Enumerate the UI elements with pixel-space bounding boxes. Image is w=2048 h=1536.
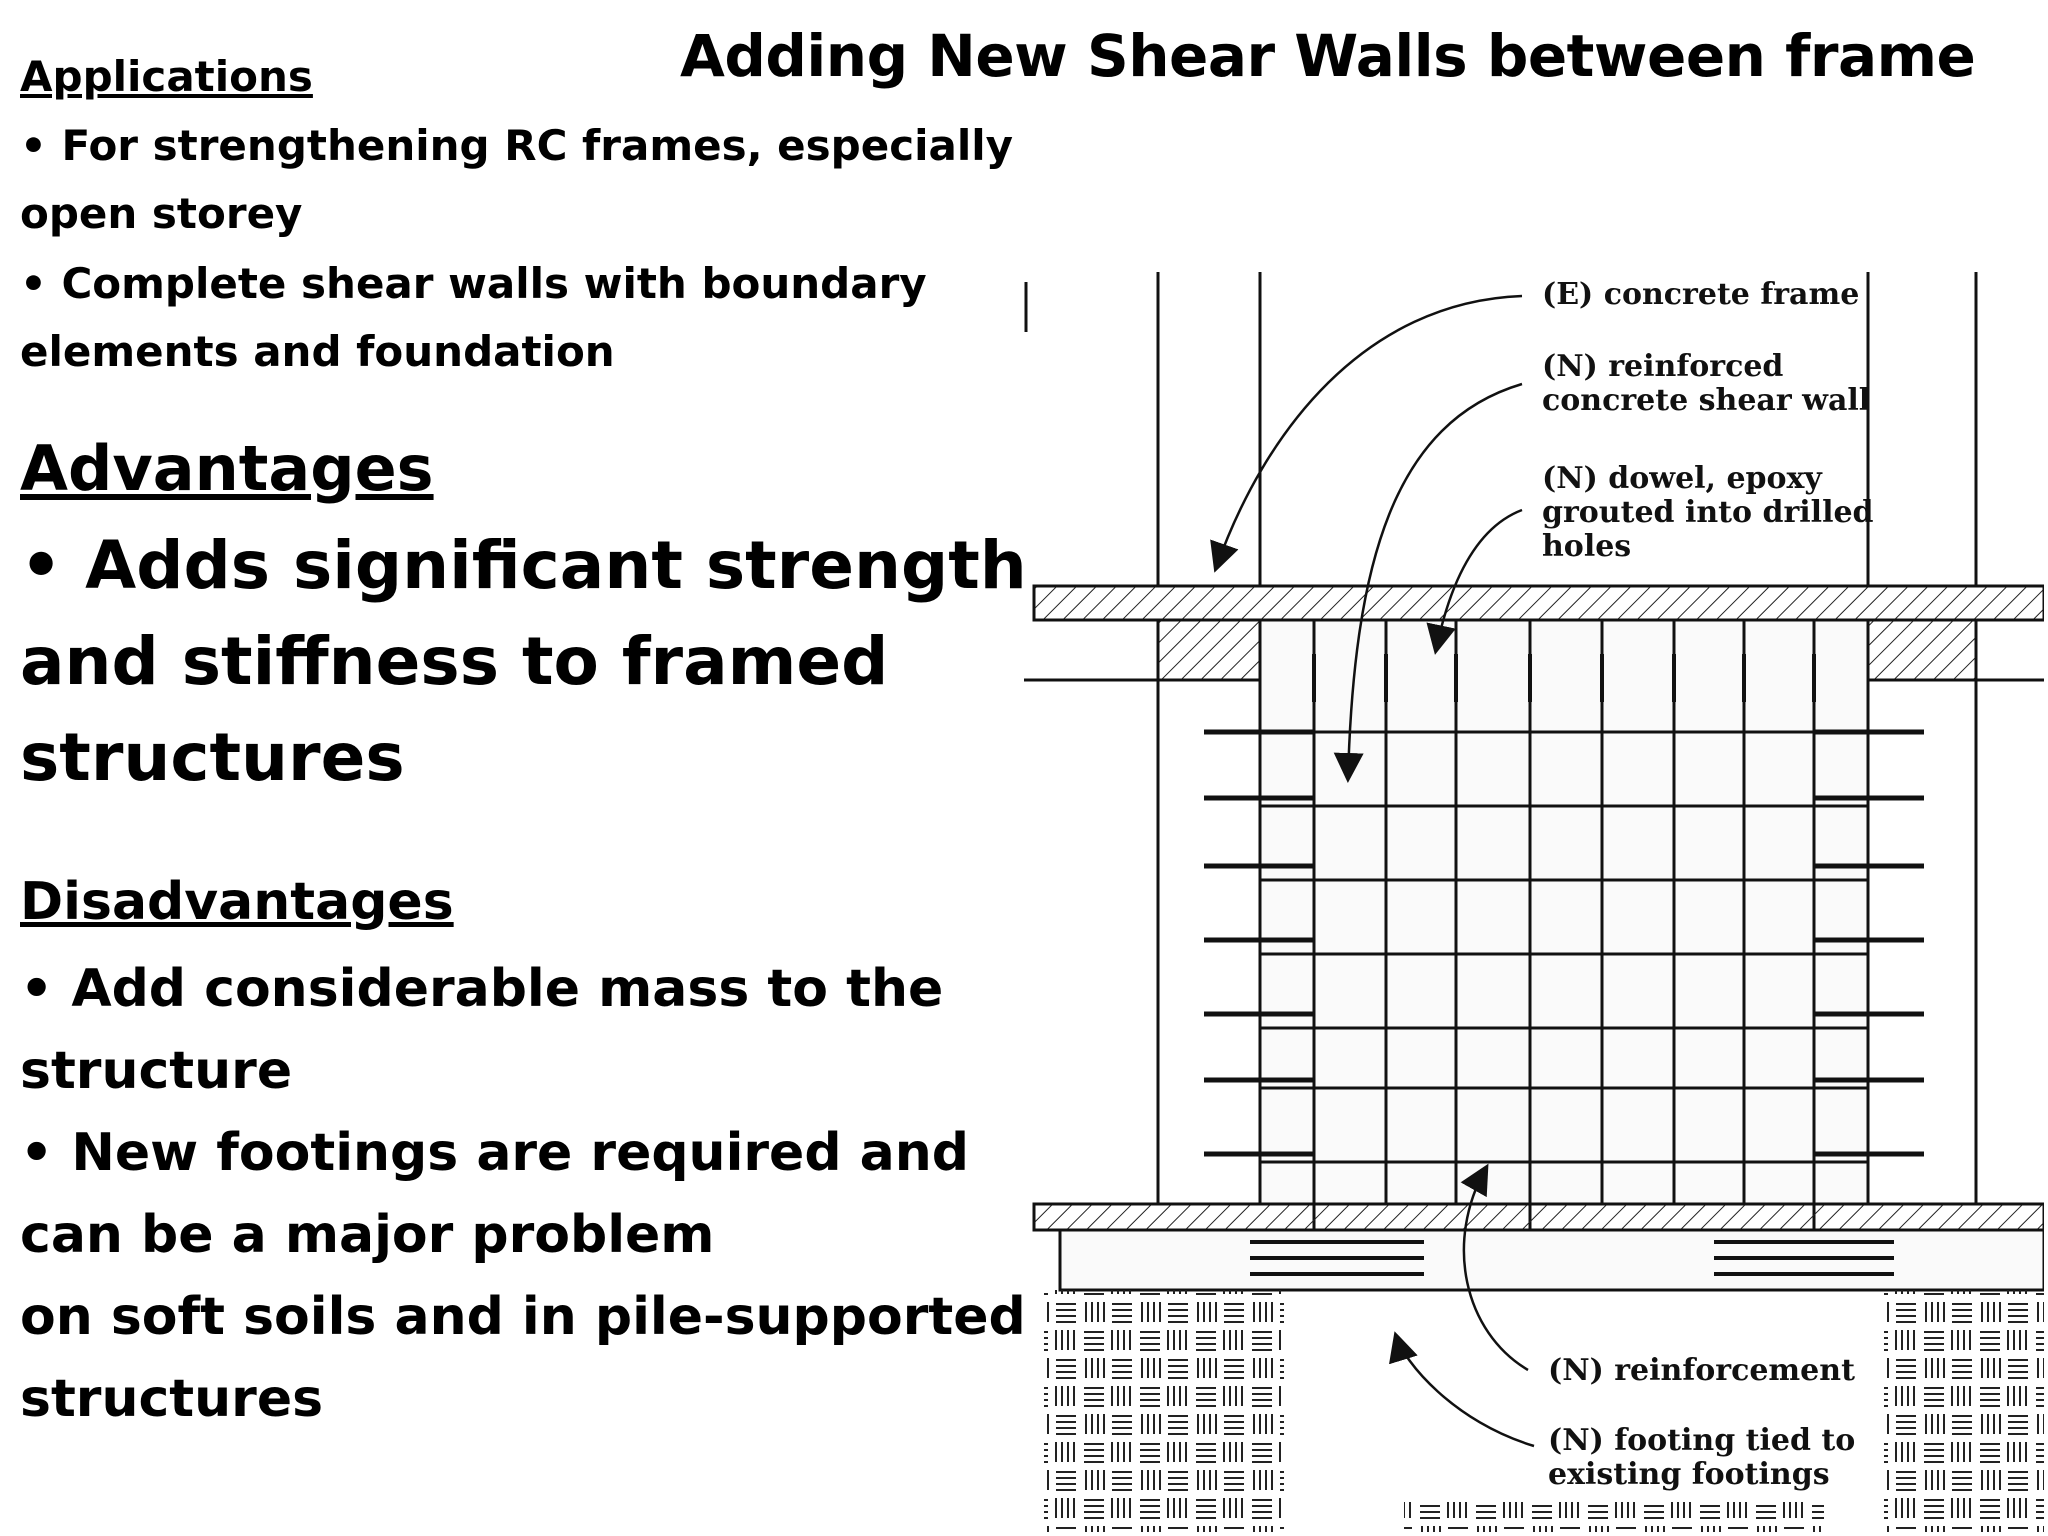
bottom-beam <box>1034 1204 2044 1230</box>
applications-heading: Applications <box>20 52 313 101</box>
new-footing <box>1060 1230 2044 1290</box>
advantages-list <box>20 518 1027 806</box>
label-reinforcement: (N) reinforcement <box>1548 1353 1855 1388</box>
advantages-line-1: • Adds significant strength <box>20 527 1027 604</box>
label-shear-wall-line-1: (N) reinforced <box>1542 349 1784 384</box>
label-concrete-frame: (E) concrete frame <box>1542 277 1860 312</box>
disadvantages-line-6: structures <box>20 1369 324 1429</box>
applications-item-1-line-2: open storey <box>20 189 303 238</box>
soil <box>1044 1290 2044 1532</box>
slide-title: Adding New Shear Walls between frame <box>680 22 1976 90</box>
advantages-line-3: structures <box>20 719 405 796</box>
disadvantages-list <box>20 948 1026 1440</box>
label-shear-wall-line-2: concrete shear wall <box>1542 383 1871 418</box>
disadvantages-line-1: • Add considerable mass to the <box>20 959 944 1019</box>
shear-wall-diagram <box>1024 262 2044 1532</box>
label-footing-line-1: (N) footing tied to <box>1548 1423 1856 1458</box>
label-dowel-line-3: holes <box>1542 529 1632 564</box>
applications-item-1-line-1: • For strengthening RC frames, especially <box>20 121 1014 170</box>
upper-columns <box>1026 272 1976 586</box>
applications-item-2-line-1: • Complete shear walls with boundary <box>20 259 927 308</box>
applications-item-2 <box>20 250 927 386</box>
disadvantages-line-4: can be a major problem <box>20 1205 715 1265</box>
label-footing-line-2: existing footings <box>1548 1457 1830 1492</box>
disadvantages-line-5: on soft soils and in pile-supported <box>20 1287 1026 1347</box>
applications-item-1 <box>20 112 1013 248</box>
disadvantages-line-2: structure <box>20 1041 293 1101</box>
disadvantages-line-3: • New footings are required and <box>20 1123 969 1183</box>
applications-item-2-line-2: elements and foundation <box>20 327 615 376</box>
label-dowel-line-1: (N) dowel, epoxy <box>1542 461 1822 496</box>
label-dowel-line-2: grouted into drilled <box>1542 495 1874 530</box>
advantages-heading: Advantages <box>20 432 434 505</box>
new-shear-wall <box>1204 620 1924 1282</box>
disadvantages-heading: Disadvantages <box>20 872 454 932</box>
advantages-line-2: and stiffness to framed <box>20 623 889 700</box>
